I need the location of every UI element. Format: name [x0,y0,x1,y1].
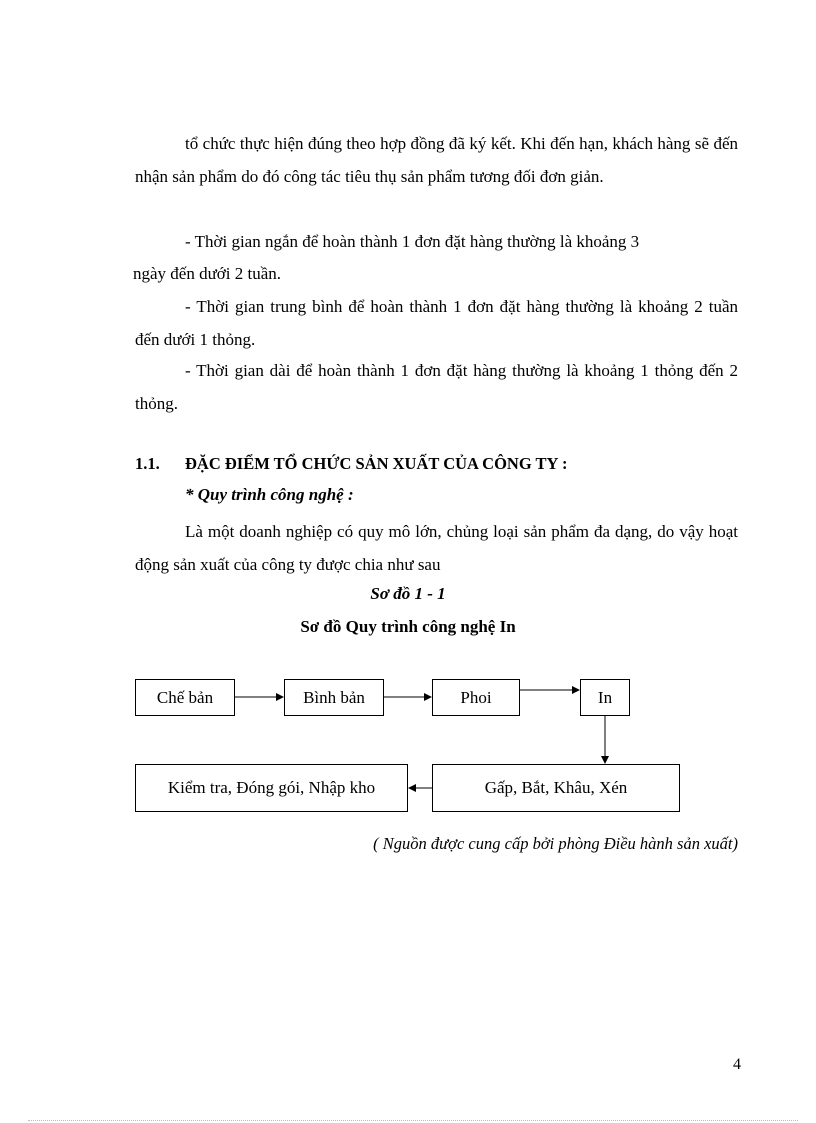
section-title: ĐẶC ĐIỂM TỔ CHỨC SẢN XUẤT CỦA CÔNG TY : [185,454,568,473]
paragraph-short-duration: - Thời gian ngắn để hoàn thành 1 đơn đặt hàng thường là khoảng 3 [185,232,640,251]
page-number: 4 [733,1056,741,1073]
subheading-technology-process: * Quy trình công nghệ : [185,485,354,504]
diagram-label: Sơ đồ 1 - 1 [370,584,446,603]
step-che-ban: Chế bản [135,679,235,716]
paragraph-long-duration: - Thời gian dài để hoàn thành 1 đơn đặt hàng thường là khoảng 1 thỏng đến 2 thỏng. [135,361,738,413]
paragraph-intro: Là một doanh nghiệp có quy mô lớn, chủng loại sản phẩm đa dạng, do vậy hoạt động sản xuất của công ty được chia như sau [135,522,738,574]
diagram-source-note: ( Nguồn được cung cấp bởi phòng Điều hành sản xuất) [373,834,738,853]
paragraph-short-duration-cont: ngày đến dưới 2 tuần. [133,264,282,283]
step-gap-bat-khau-xen: Gấp, Bắt, Khâu, Xén [432,764,680,812]
diagram-title: Sơ đồ Quy trình công nghệ In [300,617,516,636]
step-kiem-tra-dong-goi: Kiểm tra, Đóng gói, Nhập kho [135,764,408,812]
paragraph-consumption: tổ chức thực hiện đúng theo hợp đồng đã ký kết. Khi đến hạn, khách hàng sẽ đến nhận sản phẩm do đó công tác tiêu thụ sản phẩm tương đối đơn giản. [135,134,738,186]
step-in: In [580,679,630,716]
step-phoi: Phoi [432,679,520,716]
paragraph-medium-duration: - Thời gian trung bình để hoàn thành 1 đơn đặt hàng thường là khoảng 2 tuần đến dưới 1 thỏng. [135,297,738,349]
step-binh-ban: Bình bản [284,679,384,716]
footer-divider [28,1120,798,1121]
section-number: 1.1. [135,454,160,473]
